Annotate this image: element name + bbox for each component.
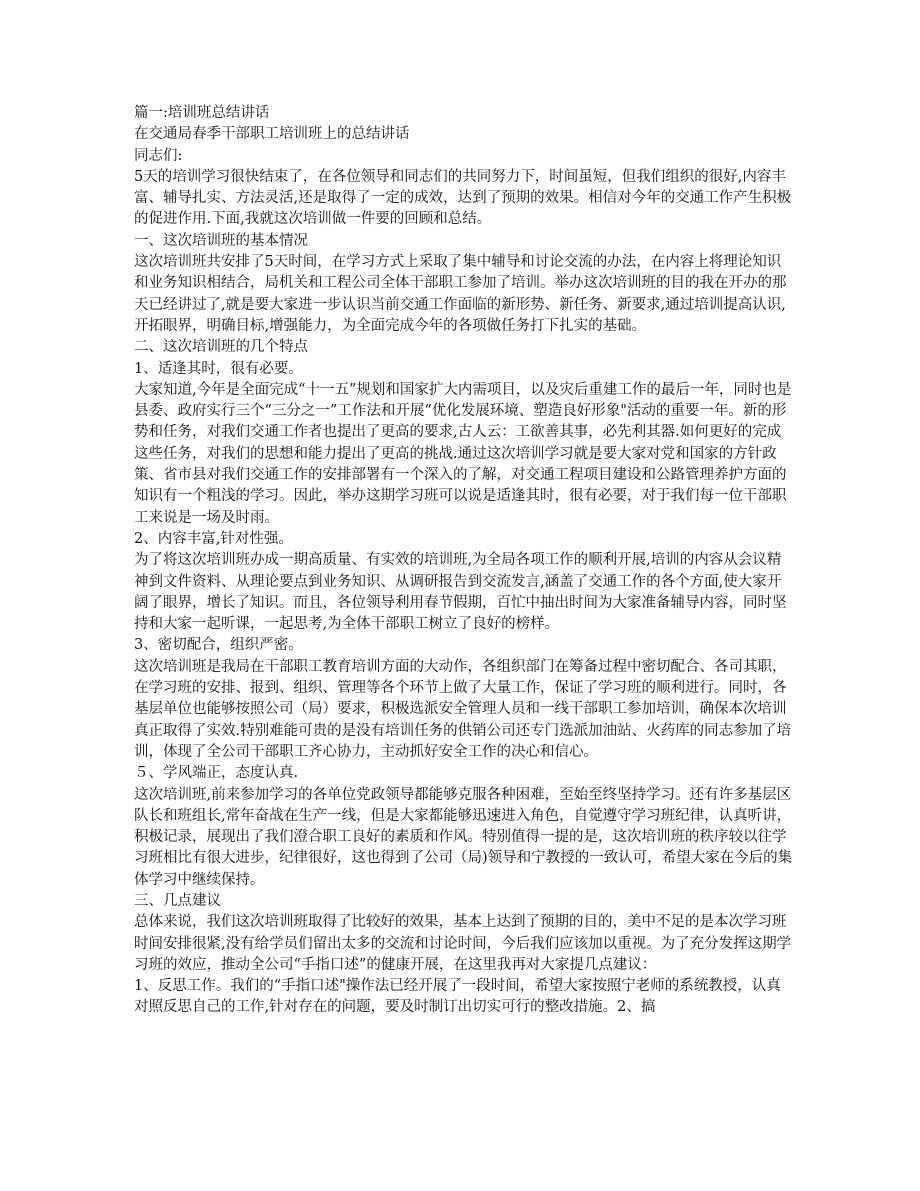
section-heading-2: 二、这次培训班的几个特点 bbox=[134, 339, 308, 356]
paragraph-suggestions: 总体来说，我们这次培训班取得了比较好的效果，基本上达到了预期的目的，美中不足的是本次学习班时间安排很紧,没有给学员们留出太多的交流和讨论时间，今后我们应该加以重视。为了充分发挥这期学习班的效应，推动全公司“手指口述”的健康开展，在这里我再对大家提几点建议： bbox=[134, 914, 792, 973]
paragraph-basic-situation: 这次培训班共安排了5天时间，在学习方式上采取了集中辅导和讨论交流的办法，在内容上将理论知识和业务知识相结合，局机关和工程公司全体干部职工参加了培训。举办这次培训班的目的我在开办的那天已经讲过了,就是要大家进一步认识当前交通工作面临的新形势、新任务、新要求,通过培训提高认识,开拓眼界，明确目标,增强能力，为全面完成今年的各项做任务打下扎实的基础。 bbox=[134, 254, 787, 334]
subheading-5: ５、学风端正，态度认真. bbox=[134, 765, 299, 782]
section-heading-1: 一、这次培训班的基本情况 bbox=[134, 232, 308, 249]
salutation: 同志们: bbox=[134, 147, 183, 164]
paragraph-intro: 5天的培训学习很快结束了，在各位领导和同志们的共同努力下，时间虽短，但我们组织的很好,内容丰富、辅导扎实、方法灵活,还是取得了一定的成效，达到了预期的效果。相信对今年的交通工作产生积极的促进作用.下面,我就这次培训做一件要的回顾和总结。 bbox=[134, 168, 792, 228]
paragraph-timely: 大家知道,今年是全面完成“十一五”规划和国家扩大内需项目，以及灾后重建工作的最后一年，同时也是县委、政府实行三个“三分之一”工作法和开展“优化发展环境、塑造良好形象"活动的重要一年。新的形势和任务，对我们交通工作者也提出了更高的要求,古人云：工欲善其事，必先利其器.如何更好的完成这些任务，对我们的思想和能力提出了更高的挑战.通过这次培训学习就是要大家对党和国家的方针政策、省市县对我们交通工作的安排部署有一个深入的了解，对交通工程项目建设和公路管理养护方面的知识有一个粗浅的学习。因此，举办这期学习班可以说是适逢其时，很有必要，对于我们每一位干部职工来说是一场及时雨。 bbox=[134, 381, 792, 526]
paragraph-reflect: 1、反思工作。我们的“手指口述"操作法已经开展了一段时间，希望大家按照宁老师的系统教授，认真对照反思自己的工作,针对存在的问题，要及时制订出切实可行的整改措施。2、搞 bbox=[134, 978, 781, 1016]
paragraph-attitude: 这次培训班,前来参加学习的各单位党政领导都能够克服各种困难，至始至终坚持学习。还有许多基层区队长和班组长,常年奋战在生产一线，但是大家都能够迅速进入角色，自觉遵守学习班纪律，认真听讲，积极记录，展现出了我们澄合职工良好的素质和作风。特别值得一提的是，这次培训班的秩序较以往学习班相比有很大进步，纪律很好，这也得到了公司（局)领导和宁教授的一致认可，希望大家在今后的集体学习中继续保持。 bbox=[134, 786, 793, 888]
subheading-2: 2、内容丰富,针对性强。 bbox=[134, 530, 293, 547]
subheading-3: 3、密切配合，组织严密。 bbox=[134, 637, 303, 654]
paragraph-cooperation: 这次培训班是我局在干部职工教育培训方面的大动作，各组织部门在筹备过程中密切配合、各司其职，在学习班的安排、报到、组织、管理等各个环节上做了大量工作，保证了学习班的顺利进行。同时，各基层单位也能够按照公司（局）要求，积极选派安全管理人员和一线干部职工参加培训，确保本次培训真正取得了实效.特别难能可贵的是没有培训任务的供销公司还专门选派加油站、火药库的同志参加了培训，体现了全公司干部职工齐心协力，主动抓好安全工作的决心和信心。 bbox=[134, 658, 792, 760]
document-subtitle: 在交通局春季干部职工培训班上的总结讲话 bbox=[134, 126, 410, 143]
section-heading-3: 三、几点建议 bbox=[134, 892, 221, 909]
paragraph-content: 为了将这次培训班办成一期高质量、有实效的培训班,为全局各项工作的顺利开展,培训的内容从会议精神到文件资料、从理论要点到业务知识、从调研报告到交流发言,涵盖了交通工作的各个方面,使大家开阔了眼界，增长了知识。而且，各位领导利用春节假期，百忙中抽出时间为大家准备辅导内容，同时坚持和大家一起听课，一起思考,为全体干部职工树立了良好的榜样。 bbox=[134, 552, 787, 633]
subheading-1: 1、适逢其时，很有必要。 bbox=[134, 360, 303, 377]
document-page bbox=[134, 103, 794, 1019]
document-heading: 篇一:培训班总结讲话 bbox=[134, 105, 270, 121]
